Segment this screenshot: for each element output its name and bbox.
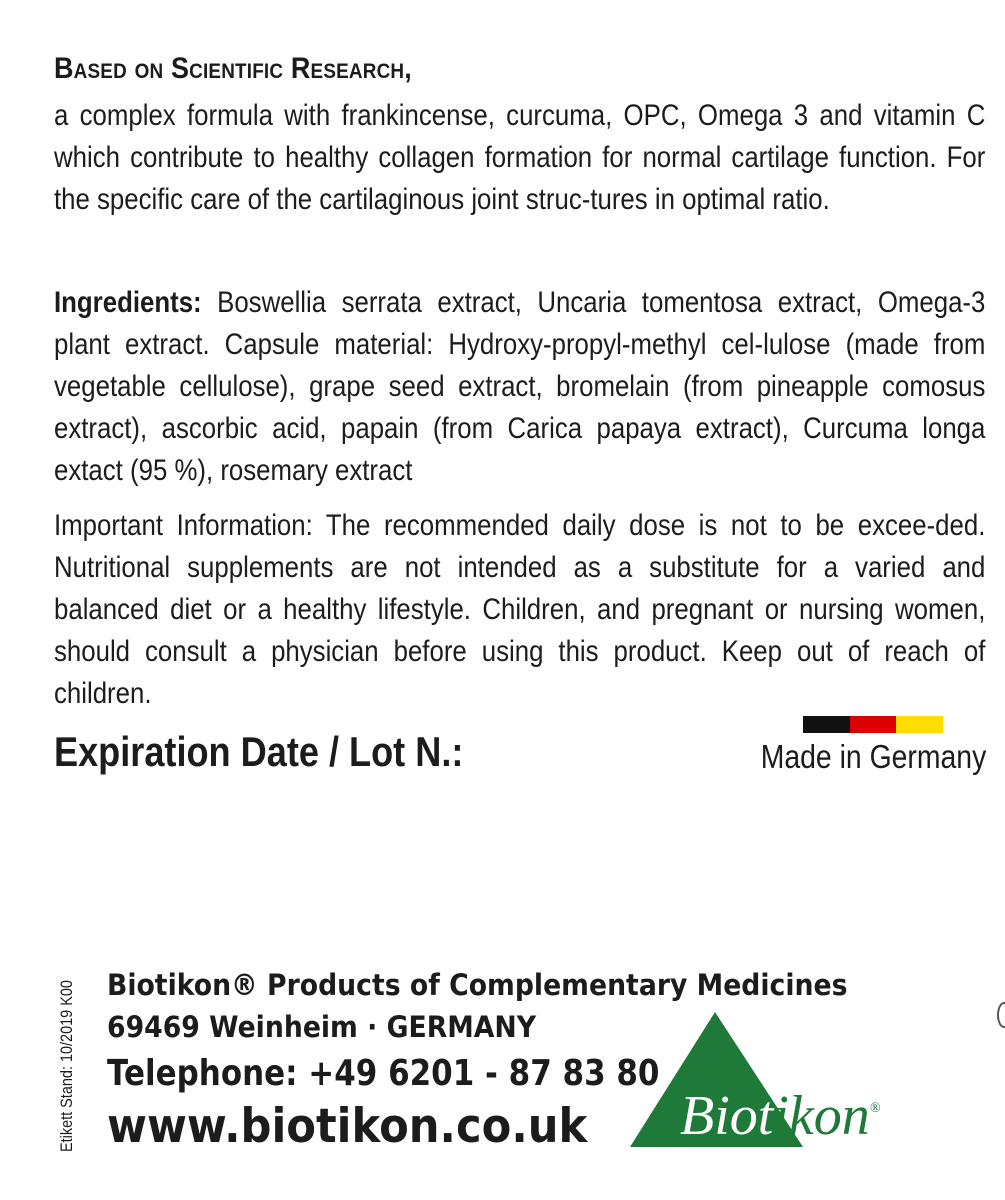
flag-stripe-red bbox=[850, 716, 897, 733]
ingredients-label: Ingredients: bbox=[54, 286, 202, 319]
edge-mark bbox=[997, 1002, 1005, 1028]
ingredients-paragraph bbox=[54, 282, 985, 492]
biotikon-logo bbox=[628, 1010, 898, 1150]
expiration-date-label: Expiration Date / Lot N.: bbox=[54, 728, 464, 775]
ingredients-text: Boswellia serrata extract, Uncaria tomentosa extract, Omega-3 plant extract. Capsule material: Hydroxy-propyl-methyl cel-lulose (made from vegetable cellulose), grape seed extract, bromelain (from pineapple comosus extract), ascorbic acid, papain (from Carica papaya extract), Curcuma longa extact (95 %), rosemary extract bbox=[54, 286, 986, 487]
flag-stripe-gold bbox=[896, 716, 943, 733]
logo-wordmark: Biotikon® bbox=[680, 1085, 881, 1147]
company-name: Biotikon® Products of Complementary Medicines bbox=[107, 968, 848, 1002]
made-in-germany: Made in Germany bbox=[760, 738, 986, 775]
heading: Based on Scientific Research, bbox=[54, 52, 412, 85]
company-website[interactable]: www.biotikon.co.uk bbox=[107, 1099, 588, 1154]
intro-paragraph: a complex formula with frankincense, curcuma, OPC, Omega 3 and vitamin C which contribute to healthy collagen formation for normal cartilage function. For the specific care of the cartilaginous joint struc-tures in optimal ratio. bbox=[54, 99, 986, 216]
label-revision bbox=[57, 950, 77, 1152]
label-revision-text: Etikett Stand: 10/2019 K00 bbox=[57, 980, 76, 1152]
flag-stripe-black bbox=[803, 716, 850, 733]
company-address: 69469 Weinheim · GERMANY bbox=[107, 1010, 537, 1044]
company-phone: Telephone: +49 6201 - 87 83 80 bbox=[107, 1053, 660, 1094]
german-flag-icon bbox=[803, 716, 943, 733]
important-information: Important Information: The recommended daily dose is not to be excee-ded. Nutritional supplements are not intended as a substitute for a varied and balanced diet or a healthy lifestyle. Children, and pregnant or nursing women, should consult a physician before using this product. Keep out of reach of children. bbox=[54, 509, 986, 710]
